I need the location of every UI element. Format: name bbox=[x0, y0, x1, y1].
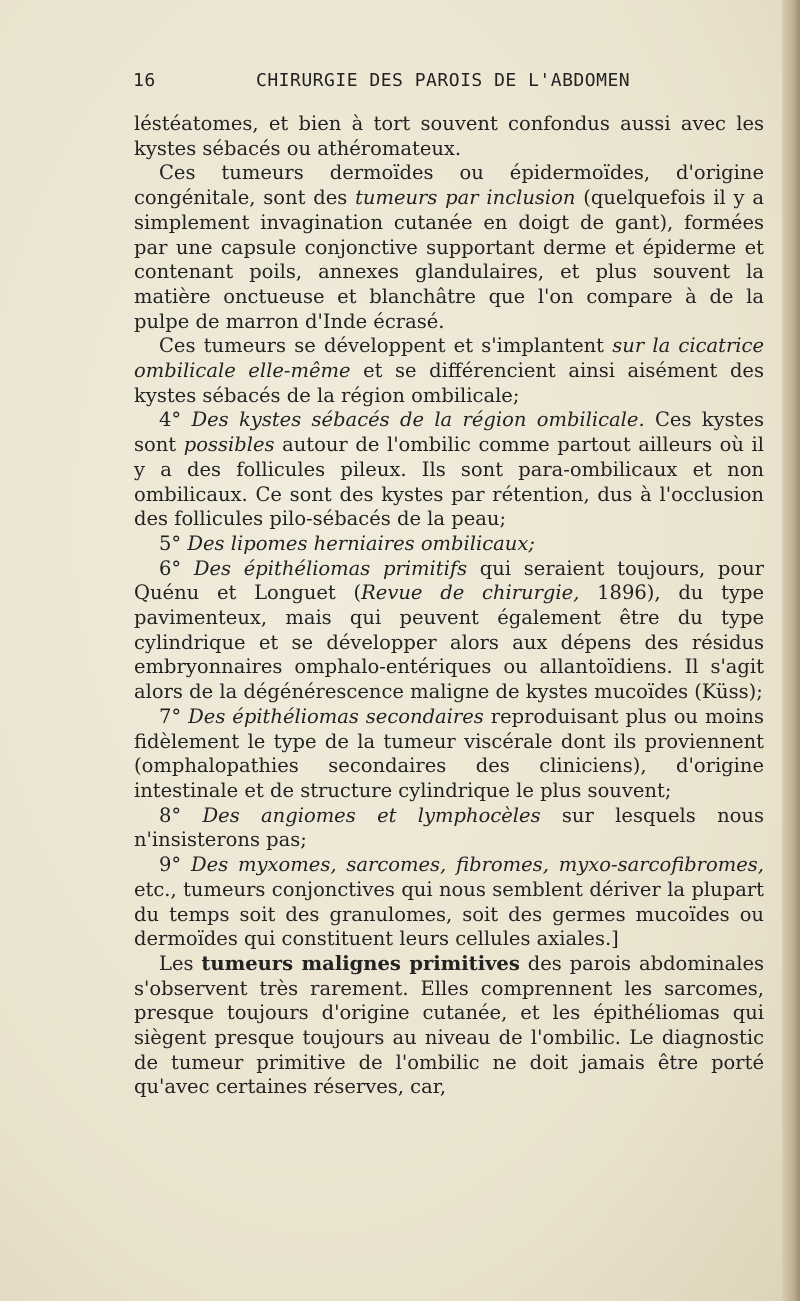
text-run: et se différencient ainsi aisément des kystes sébacés de la région ombilicale; bbox=[134, 359, 764, 407]
text-run: reproduisant plus ou moins fidèlement le type de la tumeur viscérale dont ils proviennent (omphalopathies secondaires des cliniciens), d'origine intestinale et de structure cylindrique le plus souvent; bbox=[134, 704, 765, 802]
page-header bbox=[133, 70, 763, 96]
paragraph bbox=[134, 532, 764, 557]
italic-text: Des épithéliomas secondaires bbox=[188, 704, 484, 728]
paragraph bbox=[134, 804, 764, 853]
italic-text: possibles bbox=[183, 433, 275, 457]
italic-text: Des épithéliomas primitifs bbox=[193, 556, 468, 580]
text-run: sur lesquels nous n'insisterons pas; bbox=[134, 803, 764, 852]
text-run: (quelquefois il y a simplement invagination cutanée en doigt de gant), formées par une capsule conjonctive supportant derme et épiderme et contenant poils, annexes glandulaires, et plus souvent la matière onctueuse et blanchâtre que l'on compare à de la pulpe de marron d'Inde écrasé. bbox=[134, 186, 764, 333]
italic-text: Des lipomes herniaires ombilicaux; bbox=[187, 531, 535, 555]
italic-text: tumeurs par inclusion bbox=[355, 186, 576, 210]
text-run: etc., tumeurs conjonctives qui nous semblent dériver la plupart du temps soit des granulomes, soit des germes mucoïdes ou dermoïdes qui constituent leurs cellules axiales.] bbox=[134, 877, 764, 951]
paragraph bbox=[134, 853, 764, 952]
italic-text: Revue de chirurgie, bbox=[361, 581, 580, 605]
paragraph bbox=[134, 557, 764, 705]
text-run: 4° bbox=[159, 408, 192, 432]
bold-text: tumeurs malignes primitives bbox=[201, 951, 520, 975]
text-run: Les bbox=[159, 951, 202, 975]
text-run: 5° bbox=[159, 531, 188, 555]
text-run: des parois abdominales s'observent très rarement. Elles comprennent les sarcomes, presque toujours d'origine cutanée, et les épithéliomas qui siègent presque toujours au niveau de l'ombilic. Le diagnostic de tumeur primitive de l'ombilic ne doit jamais être porté qu'avec certaines réserves, car, bbox=[134, 951, 764, 1099]
italic-text: sur la cicatrice ombilicale elle-même bbox=[134, 334, 764, 383]
text-run: Ces tumeurs dermoïdes ou épidermoïdes, d'origine congénitale, sont des bbox=[134, 161, 764, 210]
text-run: léstéatomes, et bien à tort souvent confondus aussi avec les kystes sébacés ou athéromateux. bbox=[134, 112, 764, 160]
body-text bbox=[134, 112, 764, 1100]
paragraph bbox=[134, 705, 764, 804]
italic-text: Des myxomes, sarcomes, fibromes, myxo-sarcofibromes, bbox=[191, 853, 764, 877]
text-run: Ces kystes sont bbox=[134, 408, 764, 457]
running-title: CHIRURGIE DES PAROIS DE L'ABDOMEN bbox=[256, 70, 631, 91]
text-run: autour de l'ombilic comme partout ailleurs où il y a des follicules pileux. Ils sont para-ombilicaux et non ombilicaux. Ce sont des kystes par rétention, dus à l'occlusion des follicules pilo-sébacés de la peau; bbox=[134, 433, 765, 531]
paragraph bbox=[134, 161, 764, 334]
text-run: Ces tumeurs se développent et s'implantent bbox=[159, 334, 613, 358]
italic-text: Des angiomes et lymphocèles bbox=[202, 803, 541, 827]
italic-text: Des kystes sébacés de la région ombilicale. bbox=[191, 408, 645, 432]
text-run: qui seraient toujours, pour Quénu et Longuet ( bbox=[134, 556, 764, 605]
text-run: 6° bbox=[159, 556, 194, 580]
paragraph bbox=[134, 408, 764, 532]
text-run: 7° bbox=[159, 704, 189, 728]
paragraph bbox=[134, 112, 764, 161]
text-run: 9° bbox=[159, 853, 192, 877]
text-run: 1896), du type pavimenteux, mais qui peuvent également être du type cylindrique et se développer alors aux dépens des résidus embryonnaires omphalo-entériques ou allantoïdiens. Il s'agit alors de la dégénérescence maligne de kystes mucoïdes (Küss); bbox=[134, 581, 764, 704]
page-binding-edge bbox=[782, 0, 800, 1301]
page-number: 16 bbox=[133, 70, 156, 91]
paragraph bbox=[134, 334, 764, 408]
paragraph bbox=[134, 952, 764, 1100]
text-run: 8° bbox=[159, 803, 203, 827]
